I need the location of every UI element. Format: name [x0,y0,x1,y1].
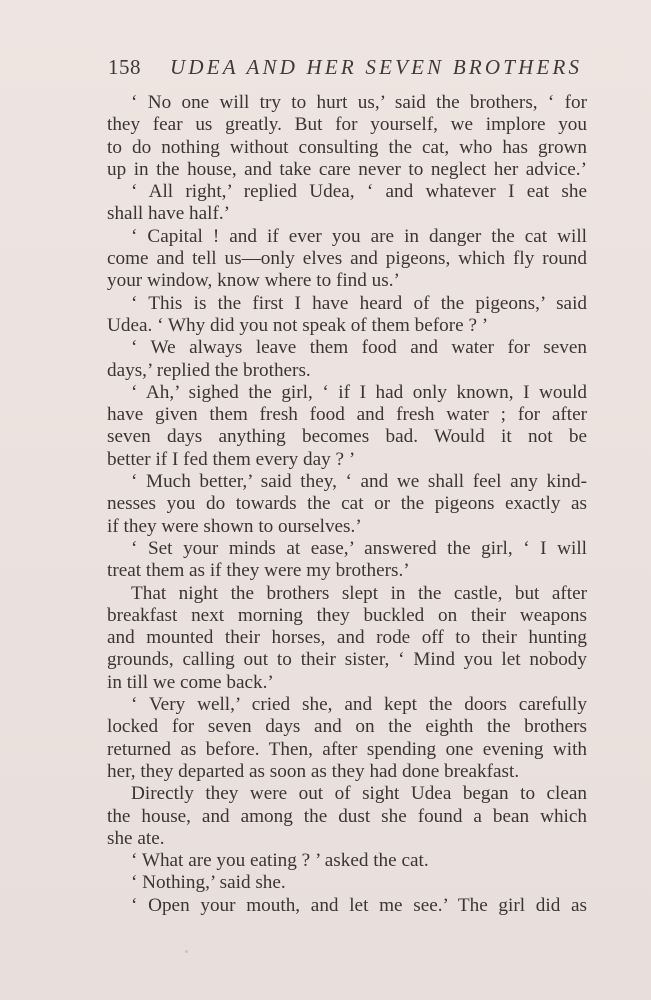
text-line: up in the house, and take care never to neglect her advice.’ [107,158,587,180]
text-line: nesses you do towards the cat or the pigeons exactly as [107,493,587,515]
text-line: ‘ Nothing,’ said she. [131,872,286,894]
text-line: ‘ Very well,’ cried she, and kept the doors carefully [131,694,587,716]
text-line: have given them fresh food and fresh water ; for after [107,404,587,426]
text-line: locked for seven days and on the eighth the brothers [107,716,587,738]
text-line: ‘ We always leave them food and water for seven [131,337,587,359]
text-line: ‘ Open your mouth, and let me see.’ The girl did as [131,894,587,916]
text-line: ‘ No one will try to hurt us,’ said the brothers, ‘ for [131,92,587,113]
text-line: days,’ replied the brothers. [107,359,311,381]
text-line: your window, know where to find us.’ [107,270,400,292]
text-line: ‘ All right,’ replied Udea, ‘ and whatever I eat she [131,181,587,203]
text-line: Udea. ‘ Why did you not speak of them before ? ’ [107,314,489,336]
text-line: she ate. [107,827,165,849]
text-line: grounds, calling out to their sister, ‘ Mind you let nobody [107,649,587,671]
text-line: treat them as if they were my brothers.’ [107,560,410,582]
text-line: better if I fed them every day ? ’ [107,448,356,470]
text-line: if they were shown to ourselves.’ [107,515,362,537]
text-line: That night the brothers slept in the castle, but after [131,582,587,604]
text-line: ‘ Capital ! and if ever you are in danger the cat will [131,225,587,247]
text-line: they fear us greatly. But for yourself, we implore you [107,114,587,136]
text-line: shall have half.’ [107,203,231,225]
text-line: to do nothing without consulting the cat, who has grown [107,136,587,158]
page-header [108,55,583,87]
text-line: ‘ Much better,’ said they, ‘ and we shall feel any kind- [131,471,587,493]
text-line: seven days anything becomes bad. Would it not be [107,426,587,448]
body-text [107,92,587,917]
paper-speck [185,950,188,953]
text-line: Directly they were out of sight Udea began to clean [131,783,587,805]
running-head: UDEA AND HER SEVEN BROTHERS [170,55,583,79]
text-line: her, they departed as soon as they had done breakfast. [107,760,520,782]
text-line: come and tell us—only elves and pigeons, which fly round [107,248,587,270]
text-line: breakfast next morning they buckled on their weapons [107,604,587,626]
text-line: the house, and among the dust she found a bean which [107,805,587,827]
text-line: in till we come back.’ [107,671,274,693]
text-line: ‘ What are you eating ? ’ asked the cat. [131,850,429,872]
page-number: 158 [108,55,141,79]
text-line: returned as before. Then, after spending one evening with [107,738,587,760]
text-line: ‘ This is the first I have heard of the pigeons,’ said [131,292,587,314]
text-line: and mounted their horses, and rode off to their hunting [107,627,587,649]
text-line: ‘ Ah,’ sighed the girl, ‘ if I had only known, I would [131,381,587,403]
text-line: ‘ Set your minds at ease,’ answered the girl, ‘ I will [131,537,587,559]
